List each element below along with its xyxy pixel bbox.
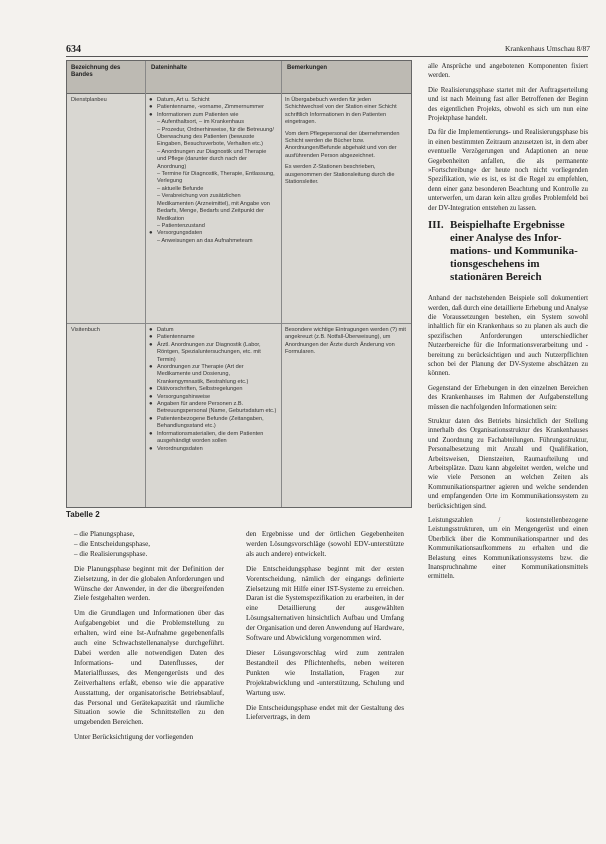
dash-item: – Verabreichung von zusätzlichen Medikamenten (Arzneimittel), mit Angabe von Bedarfs, Menge, Bedarfs und Zeitpunkt der Medikation [157,193,270,222]
paragraph: Struktur daten des Betriebs hinsichtlich der Stellung innerhalb des Organisationsstruktur des Krankenhauses und Zuordnung zu Fachabteilungen. Führungsstruktur, Personalbesetzung mit Anzahl und Qualifikation, Arbeitsweisen, Dienstzeiten, Raumaufteilung und Arbeitsplätze. Dazu kann abgeleitet werden, welche und wie viele Personen an welchen Zeiten als Kommunikationspartner agieren und welche sendenden und empfangenden Orte im Kommunikationssystem zu berücksichtigen sind. [428,417,588,510]
heading-line: mations- und Kommunika- [450,245,578,258]
left-column [74,530,224,748]
right-column [428,62,588,587]
paragraph: den Ergebnisse und der örtlichen Gegebenheiten werden Lösungsvorschläge (sowohl EDV-unterstützte als auch andere) entwickelt. [246,530,404,558]
remark-text: In Übergabebuch werden für jeden Schichtwechsel von der Station einer Schicht schriftlich Informationen in den Patienten eingetragen. [285,97,397,126]
header-rule [66,56,588,57]
section-heading [428,219,588,284]
heading-line: tionsgeschehens im [450,258,540,271]
row-remarks [285,327,407,361]
journal-header: Krankenhaus Umschau 8/87 [505,44,590,53]
phase-list [74,530,224,560]
paragraph: Die Entscheidungsphase beginnt mit der ersten Vorentscheidung, nämlich der eingangs definierte Zielsetzung mit Hilfe einer IST-Systeme zu erreichen. Daran ist die Systemspezifikation zu erarbeiten, in der eine Detaillierung der ausgewählten Lösungsalternativen hinsichtlich Aufbau und Umfang der Organisation und deren Anwendung auf Hardware, Software und Abwicklung vorgenommen wird. [246,564,404,643]
row-contents [149,327,277,453]
paragraph: Die Realisierungsphase startet mit der Auftragserteilung und ist nach Meinung fast aller Betroffenen der Beginn des eigentlichen Projekts, obwohl es sich um nun eine Projektphase handelt. [428,86,588,123]
table-caption: Tabelle 2 [66,510,100,519]
header-name: Bezeichnung des Bandes [71,65,121,78]
middle-column [246,530,404,728]
row-separator [67,323,411,324]
paragraph: Leistungszahlen / kostenstellenbezogene Leistungsstrukturen, um ein Mengengerüst und einen Überblick über die Kommunikationspartner und des Kommunikationsaufkommens zu erhalten und die Belastung eines Kommunikationssystems bzw. die Inanspruchnahme einer Kommunikationsmittels ermitteln. [428,517,588,581]
paragraph: Die Planungsphase beginnt mit der Definition der Zielsetzung, in der die globalen Anforderungen und Wünsche der Anwender, in der die übergreifenden Ziele festgehalten werden. [74,564,224,603]
row-contents [149,97,277,245]
heading-line: einer Analyse des Infor- [450,232,562,245]
dash-item: – Termine für Diagnostik, Therapie, Entlassung, Verlegung [157,171,275,185]
dash-item: – aktuelle Befunde [157,185,204,192]
bullet-item: ● Patientenname [149,334,277,341]
heading-line: Beispielhafte Ergebnisse [450,219,565,232]
bullet-item: ● Ärztl. Anordnungen zur Diagnostik (Labor, Röntgen, Spezialuntersuchungen, etc. mit Termin) [149,342,277,364]
page-number: 634 [66,44,81,55]
paragraph: Anhand der nachstehenden Beispiele soll dokumentiert werden, daß durch eine detaillierte Erhebung und Analyse die Voraussetzungen bestehen, ein System sowohl inhaltlich für ein Krankenhaus so zu planen als auch die spezifischen Anforderungen unterschiedlicher Nutzerbereiche für die Informationsverarbeitung und -bereitung zu berücksichtigen und auch Nutzerpflichten schon bei der Planung der DV-Systeme abschätzen zu können. [428,295,588,378]
dash-item: – Patientenzustand [157,222,205,229]
bullet-item: ● Angaben für andere Personen z.B. Betreuungspersonal (Name, Geburtsdatum etc.) [149,401,277,416]
bullet-item: ● Verordnungsdaten [149,446,277,453]
paragraph: Dieser Lösungsvorschlag wird zum zentralen Bestandteil des Pflichtenhefts, neben weiteren Punkten wie Installation, Fragen zur Projektabwicklung und -unterstützung, Schulung und Wartung usw. [246,648,404,697]
data-table [66,60,412,508]
bullet-item: ● Informationen zum Patienten wie [149,112,277,119]
heading-line: stationären Bereich [450,271,542,284]
row-name: Visitenbuch [71,327,100,333]
bullet-item: ● Versorgungshinweise [149,394,277,401]
bullet-item: ● Informationsmaterialien, die dem Patienten ausgehändigt worden sollen [149,431,277,446]
list-item: – die Realisierungsphase. [74,549,148,558]
paragraph: Die Entscheidungsphase endet mit der Gestaltung des Liefervertrags, in dem [246,703,404,722]
row-remarks [285,97,407,190]
section-number: III. [428,219,444,232]
bullet-item: ● Datum [149,327,277,334]
bullet-item: ● Diätvorschriften, Selbstregelungen [149,386,277,393]
paragraph: Da für die Implementierungs- und Realisierungsphase bis in einen bestimmten Zeitraum anzusetzen ist, in dem aber eventuelle Verzögerungen und Adaptionen an neue Gegebenheiten anfallen, die als permanente »Fortschreibung« der heute noch nicht vorliegenden Spezifikation, wie es ist, es ist die Regel zu empfehlen, denn einer ganz besonderen Beachtung und Kontrolle zu unterwerfen, um daran kein allzu großes Problemfeld bei der DV-Integration entstehen zu lassen. [428,129,588,212]
dash-item: – Aufenthaltsort, – im Krankenhaus [157,119,245,126]
paragraph: alle Ansprüche und angebotenen Komponenten fixiert werden. [428,63,588,80]
list-item: – die Entscheidungsphase, [74,539,151,548]
dash-item: – Prozedur, Ordnerhinweise, für die Betreuung/Überwachung des Patienten (bewusste Eingaben, Besuchsverbote, Verhalten etc.) [157,126,274,148]
remark-text: Es werden Z-Stationen beschrieben, ausgenommen der Stationsleitung durch die Stationsleiter. [285,164,395,186]
bullet-item: ● Patientenbezogene Befunde (Zeitangaben, Behandlungsstand etc.) [149,416,277,431]
table-header [67,61,411,94]
header-contents: Dateninhalte [151,65,188,71]
bullet-item: ● Datum, Art u. Schicht [149,97,277,104]
remark-text: Besondere wichtige Eintragungen werden (?) mit angekreuzt (z.B. Notfall-Überweisung), um Anordnungen der Ärzte durch Änderung von Formularen. [285,327,406,356]
remark-text: Vom dem Pflegepersonal der übernehmenden Schicht werden die Bücher bzw. Anordnungen/Befunde abgehakt und von der ausführenden Person abgezeichnet. [285,130,400,159]
dash-item: – Anordnungen zur Diagnostik und Therapie und Pflege (darunter durch nach der Anordnung) [157,148,267,170]
row-name: Dienstplanbeu [71,97,107,103]
paragraph: Um die Grundlagen und Informationen über das Aufgabengebiet und die Problemstellung zu erhalten, wird eine Ist-Aufnahme gegebenenfalls auch eine Schwachstellenanalyse durchgeführt. Dabei werden alle notwendigen Daten des Informations- und Datenflusses, der Materialflusses, des Mengengerüsts und des Zeitverhaltens erfaßt, ebenso wie die apparative Ausstattung, der organisatorische Betriebsablauf, das Personal und Gerätekapazität und räumliche Situation sowie die Schnittstellen zu den umgebenden Bereichen. [74,609,224,727]
list-item: – die Planungsphase, [74,530,135,538]
header-remarks: Bemerkungen [287,65,328,71]
bullet-item: ● Patientenname, -vorname, Zimmernummer [149,104,277,111]
bullet-item: ● Versorgungsdaten [149,230,277,237]
table-divider [281,61,282,507]
paragraph: Gegenstand der Erhebungen in den einzelnen Bereichen des Krankenhauses im Rahmen der Aufgabenstellung müssen die nachfolgenden Informationen sein: [428,384,588,411]
bullet-item: ● Anordnungen zur Therapie (Art der Medikamente und Dosierung, Krankengymnastik, Bestrahlung etc.) [149,364,277,386]
dash-item: – Anweisungen an das Aufnahmeteam [157,237,253,244]
table-divider [145,61,146,507]
paragraph: Unter Berücksichtigung der vorliegenden [74,733,194,742]
